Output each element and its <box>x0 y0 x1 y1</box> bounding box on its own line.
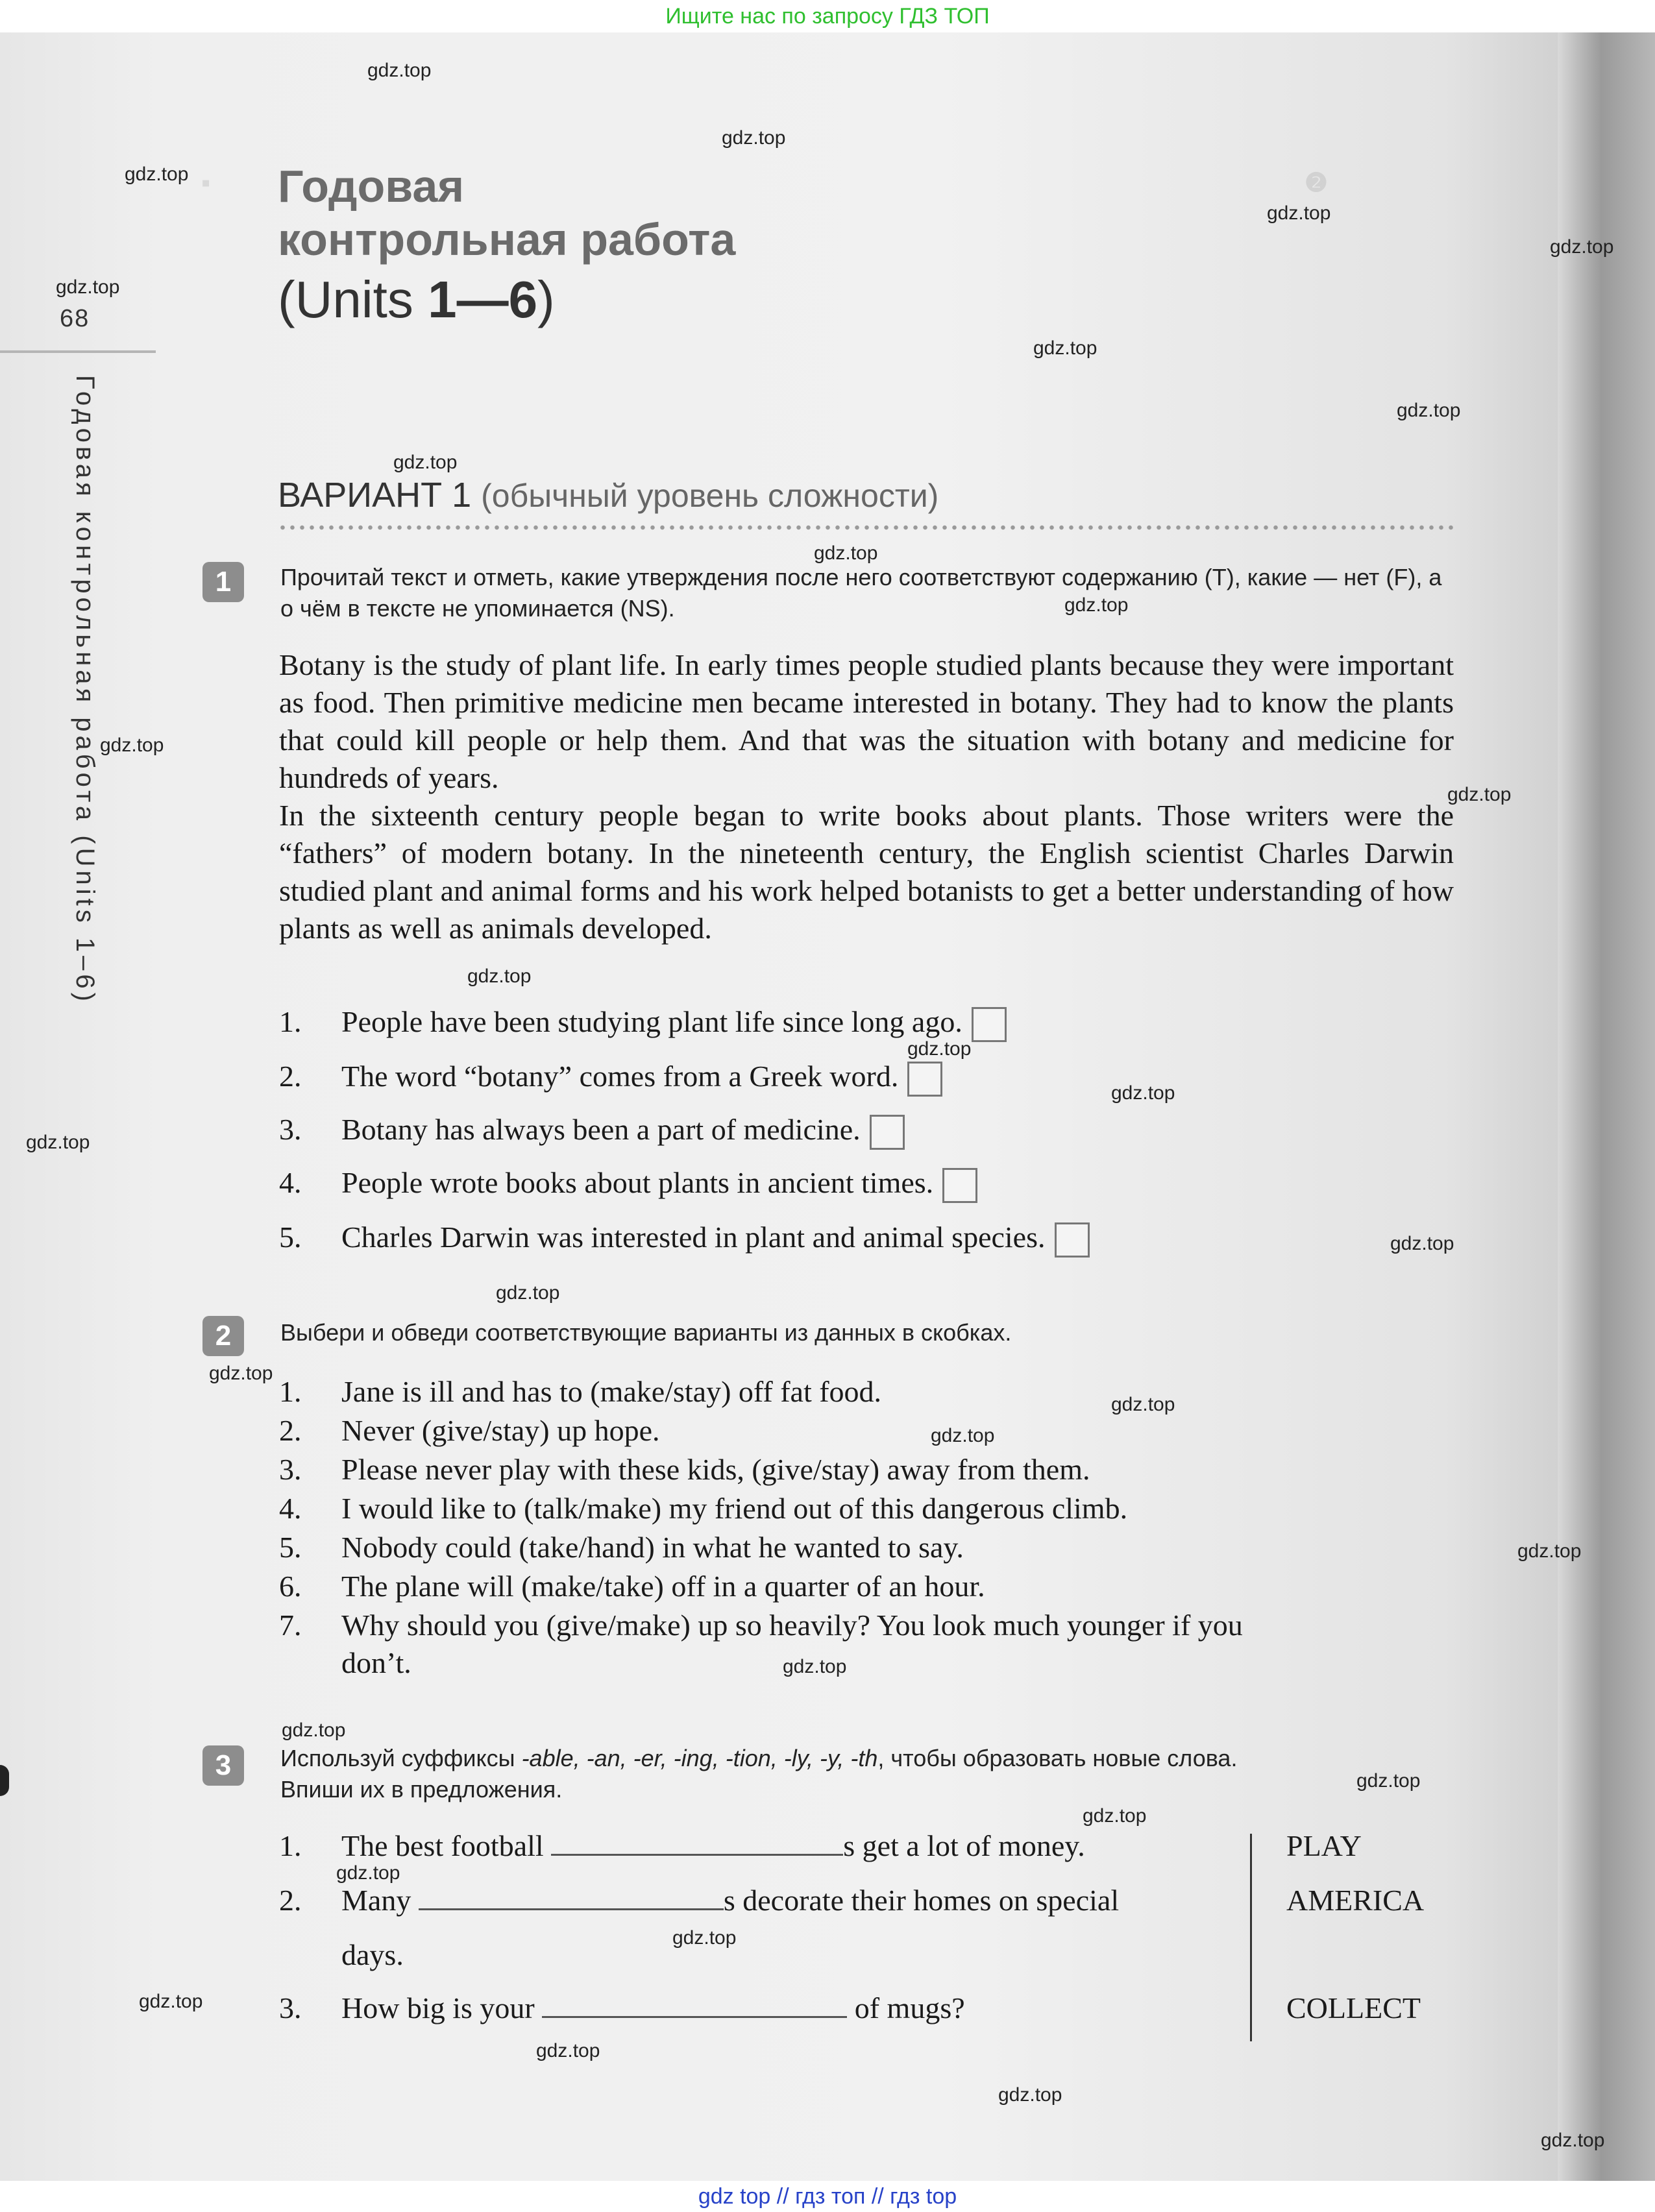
choice-item <box>279 1491 1127 1525</box>
watermark: gdz.top <box>907 1038 972 1060</box>
statement-number: 4. <box>279 1166 302 1199</box>
item-text[interactable]: don’t. <box>341 1646 411 1679</box>
watermark: gdz.top <box>125 164 189 185</box>
passage-paragraph-2: In the sixteenth century people began to write books about plants. Those writers were the “fathers” of modern botany. In the nineteenth century, the English scientist Charles Darwin studied plant and animal forms and his work helped botanists to get a better understanding of how plants as well as animals developed. <box>279 799 1454 945</box>
statement-item <box>279 1112 905 1150</box>
watermark: gdz.top <box>1064 594 1129 616</box>
units-title <box>278 270 555 330</box>
choice-item <box>279 1608 1243 1642</box>
watermark: gdz.top <box>1267 202 1331 224</box>
choice-item <box>279 1569 985 1603</box>
task1-instruction: Прочитай текст и отметь, какие утверждения после него соответствуют содержанию (T), какие — нет (F), а о чём в тексте не упоминается (NS). <box>280 564 1442 622</box>
watermark: gdz.top <box>1397 400 1461 421</box>
choice-item <box>279 1452 1090 1487</box>
answer-checkbox[interactable] <box>1055 1222 1090 1258</box>
statement-text: People have been studying plant life since long ago. <box>341 1005 962 1038</box>
suffix-list: -able, -an, -er, -ing, -tion, -ly, -y, -th <box>521 1745 878 1771</box>
statement-text: People wrote books about plants in ancient times. <box>341 1166 934 1199</box>
instruction-prefix: Используй суффиксы <box>280 1745 522 1771</box>
task1-number-badge: 1 <box>202 562 244 602</box>
answer-blank[interactable] <box>419 1884 724 1910</box>
watermark: gdz.top <box>56 276 120 298</box>
bottom-banner-link[interactable]: gdz top // гдз топ // гдз top <box>698 2183 957 2209</box>
item-number: 3. <box>279 1453 302 1486</box>
task3-number-badge: 3 <box>202 1745 244 1786</box>
statement-text: Botany has always been a part of medicine. <box>341 1113 861 1146</box>
watermark: gdz.top <box>1517 1540 1582 1562</box>
statement-item <box>279 1059 942 1097</box>
item-number: 2. <box>279 1884 302 1917</box>
statement-number: 5. <box>279 1221 302 1254</box>
item-after: of mugs? <box>854 1991 965 2024</box>
item-text[interactable]: Never (give/stay) up hope. <box>341 1414 660 1447</box>
watermark: gdz.top <box>1390 1233 1454 1254</box>
bleed-text: ▪ <box>201 168 211 197</box>
title-line2: контрольная работа <box>278 214 736 265</box>
task2-instruction: Выбери и обведи соответствующие варианты из данных в скобках. <box>280 1319 1012 1346</box>
watermark: gdz.top <box>1111 1394 1175 1415</box>
item-number: 2. <box>279 1414 302 1447</box>
book-spine <box>1558 32 1655 2181</box>
dotted-divider <box>278 524 1454 531</box>
statement-number: 3. <box>279 1113 302 1146</box>
keyword: COLLECT <box>1286 1991 1421 2024</box>
watermark: gdz.top <box>1083 1805 1147 1827</box>
top-banner <box>0 0 1655 32</box>
watermark: gdz.top <box>209 1363 273 1384</box>
item-text[interactable]: Jane is ill and has to (make/stay) off fat food. <box>341 1375 882 1408</box>
task2-number-badge: 2 <box>202 1316 244 1356</box>
instruction-suffix: , чтобы образовать новые слова. <box>877 1745 1238 1771</box>
item-number: 1. <box>279 1829 302 1862</box>
task3-instruction <box>280 1743 1455 1805</box>
item-after: s get a lot of money. <box>843 1829 1085 1862</box>
variant-level: (обычный уровень сложности) <box>481 478 939 514</box>
task3-instruction-line2: Впиши их в предложения. <box>280 1776 563 1803</box>
units-prefix: (Units <box>278 271 428 328</box>
item-text[interactable]: Please never play with these kids, (give/stay) away from them. <box>341 1453 1090 1486</box>
statement-number: 2. <box>279 1060 302 1093</box>
choice-item <box>279 1530 964 1564</box>
watermark: gdz.top <box>139 1991 203 2012</box>
watermark: gdz.top <box>393 452 458 473</box>
watermark: gdz.top <box>1447 784 1512 805</box>
bleed-text: ❷ <box>1305 168 1328 197</box>
watermark: gdz.top <box>26 1132 90 1153</box>
answer-checkbox[interactable] <box>870 1115 905 1150</box>
reading-passage <box>279 646 1454 947</box>
item-text[interactable]: Nobody could (take/hand) in what he wanted to say. <box>341 1531 964 1564</box>
watermark: gdz.top <box>467 966 532 987</box>
watermark: gdz.top <box>722 127 786 149</box>
item-text[interactable]: The plane will (make/take) off in a quarter of an hour. <box>341 1570 985 1603</box>
answer-blank[interactable] <box>551 1829 843 1856</box>
task3-instruction-line1 <box>280 1743 1455 1774</box>
item-before: days. <box>341 1938 404 1971</box>
keyword: AMERICA <box>1286 1884 1425 1917</box>
watermark: gdz.top <box>783 1656 847 1677</box>
passage-paragraph-1: Botany is the study of plant life. In early times people studied plants because they were important as food. Then primitive medicine men became interested in botany. They had to know the plants that could kill people or help them. And that was the situation with botany and medicine for hundreds of years. <box>279 648 1454 794</box>
watermark: gdz.top <box>336 1862 400 1884</box>
variant-heading <box>278 475 938 515</box>
statement-text: Charles Darwin was interested in plant and animal species. <box>341 1221 1046 1254</box>
statement-item <box>279 1165 977 1203</box>
fill-item <box>279 1883 1119 1917</box>
choice-item <box>279 1374 881 1409</box>
item-before: Many <box>341 1884 411 1917</box>
statement-text: The word “botany” comes from a Greek word. <box>341 1060 899 1093</box>
fill-item-continuation <box>279 1938 404 1972</box>
watermark: gdz.top <box>1356 1770 1421 1792</box>
fill-item <box>279 1991 965 2025</box>
top-banner-link[interactable]: Ищите нас по запросу ГДЗ ТОП <box>665 3 990 29</box>
item-text[interactable]: Why should you (give/make) up so heavily? You look much younger if you <box>341 1609 1243 1642</box>
watermark: gdz.top <box>1550 236 1614 258</box>
item-number: 6. <box>279 1570 302 1603</box>
item-before: How big is your <box>341 1991 535 2024</box>
item-number: 5. <box>279 1531 302 1564</box>
item-number: 1. <box>279 1375 302 1408</box>
watermark: gdz.top <box>1111 1082 1175 1104</box>
answer-blank[interactable] <box>542 1991 847 2018</box>
choice-item <box>279 1413 660 1448</box>
watermark: gdz.top <box>1033 337 1097 359</box>
watermark: gdz.top <box>931 1425 995 1446</box>
keyword: PLAY <box>1286 1829 1362 1862</box>
side-rule <box>0 350 156 353</box>
item-number: 7. <box>279 1609 302 1642</box>
variant-label: ВАРИАНТ 1 <box>278 476 472 515</box>
item-number: 3. <box>279 1991 302 2024</box>
watermark: gdz.top <box>536 2040 600 2061</box>
watermark: gdz.top <box>367 60 432 81</box>
answer-checkbox[interactable] <box>942 1168 977 1203</box>
page-number: 68 <box>60 305 90 332</box>
watermark: gdz.top <box>100 735 164 756</box>
title-line1: Годовая <box>278 161 465 212</box>
units-range: 1—6 <box>428 271 538 328</box>
choice-item-continuation <box>279 1646 411 1680</box>
item-before: The best football <box>341 1829 544 1862</box>
units-suffix: ) <box>537 271 555 328</box>
item-text[interactable]: I would like to (talk/make) my friend out of this dangerous climb. <box>341 1492 1128 1525</box>
item-after: s decorate their homes on special <box>723 1884 1120 1917</box>
page-title <box>278 160 735 266</box>
bottom-banner <box>0 2181 1655 2212</box>
item-number: 4. <box>279 1492 302 1525</box>
page-edge-mark <box>0 1765 9 1796</box>
statement-item <box>279 1220 1090 1258</box>
watermark: gdz.top <box>998 2084 1062 2106</box>
keyword-column-divider <box>1250 1834 1252 2041</box>
answer-checkbox[interactable] <box>972 1007 1007 1042</box>
side-title: Годовая контрольная работа (Units 1–6) <box>71 375 99 1005</box>
watermark: gdz.top <box>1541 2130 1605 2151</box>
watermark: gdz.top <box>282 1720 346 1741</box>
fill-item <box>279 1829 1085 1863</box>
watermark: gdz.top <box>672 1927 737 1949</box>
statement-item <box>279 1004 1007 1042</box>
statement-number: 1. <box>279 1005 302 1038</box>
watermark: gdz.top <box>496 1282 560 1304</box>
watermark: gdz.top <box>814 542 878 564</box>
answer-checkbox[interactable] <box>907 1062 942 1097</box>
